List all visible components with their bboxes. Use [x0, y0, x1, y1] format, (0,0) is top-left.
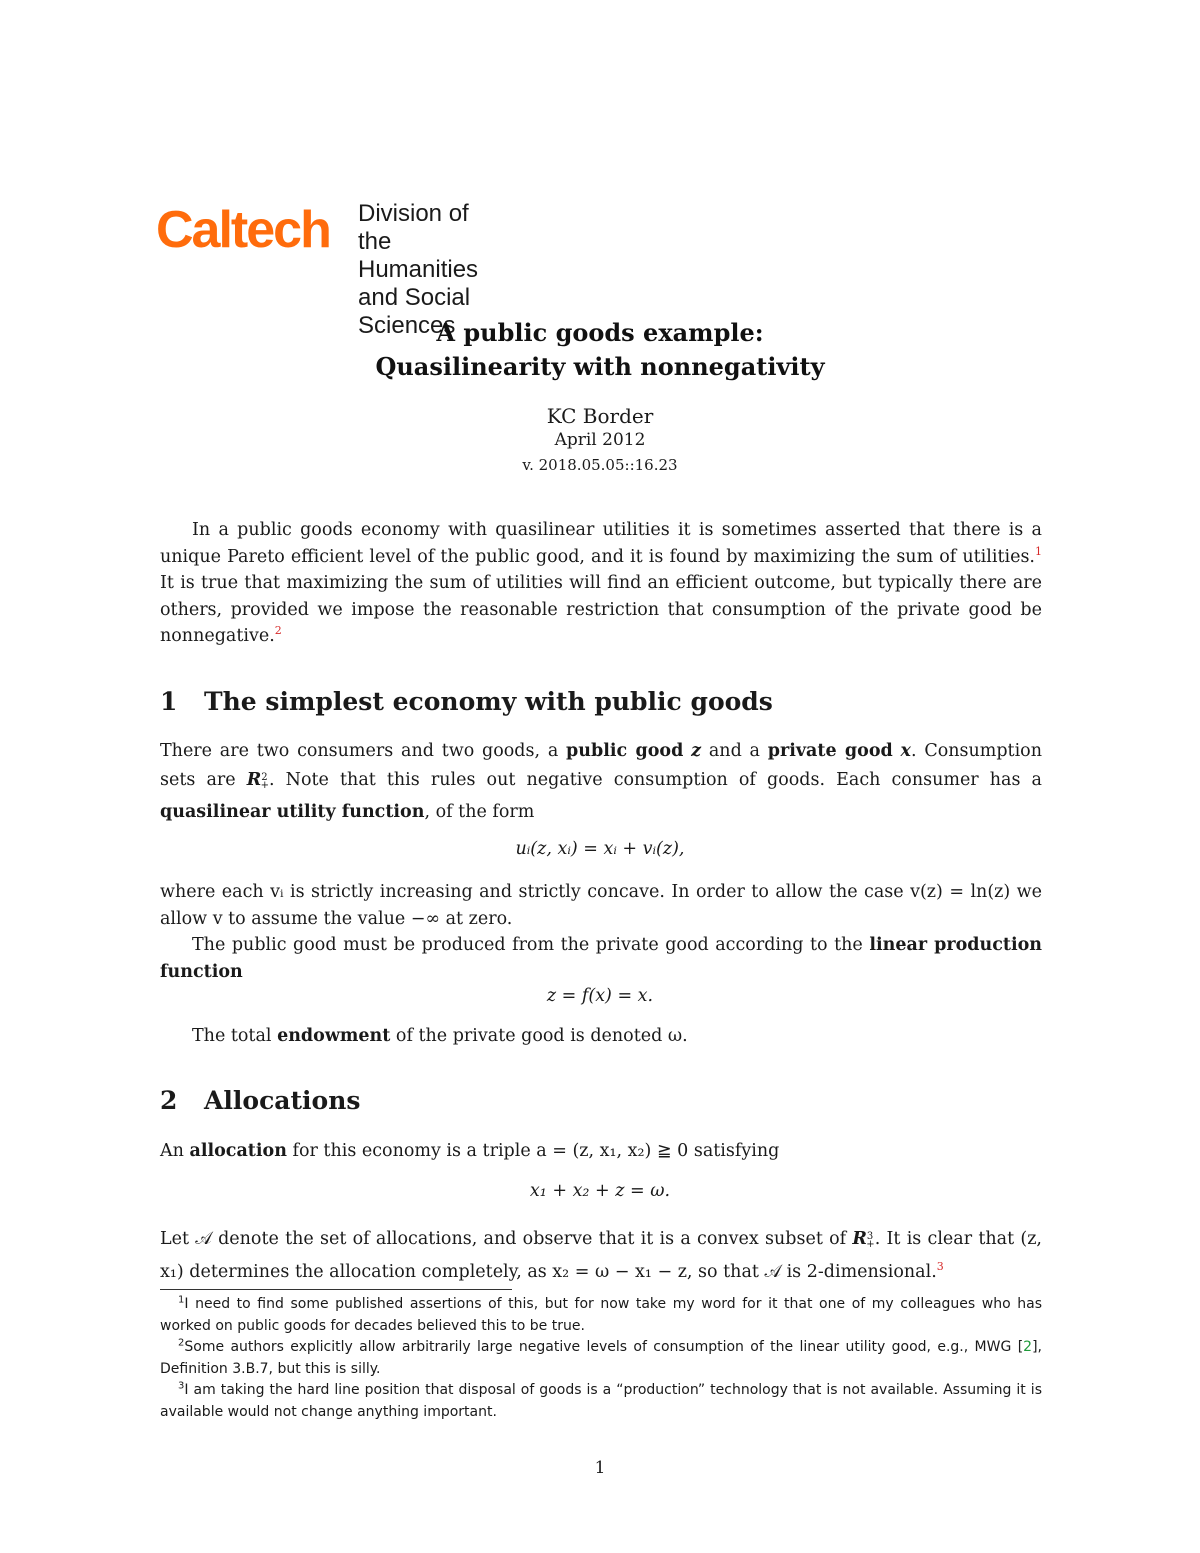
- paper-title: [0, 316, 1200, 384]
- equation-utility: uᵢ(z, xᵢ) = xᵢ + vᵢ(z),: [515, 839, 685, 859]
- text: An: [160, 1141, 190, 1161]
- intro-text-1: In a public goods economy with quasilinear utilities it is sometimes asserted that there is a unique Pareto efficient level of the public good, and it is found by maximizing the sum of utilities.: [160, 520, 1042, 567]
- term-allocation: allocation: [189, 1141, 287, 1161]
- footnote-rule: [160, 1289, 512, 1290]
- term-linear-production: linear production function: [160, 935, 1042, 982]
- section-1-paragraph-2: where each vᵢ is strictly increasing and strictly concave. In order to allow the case v(z) = ln(z) we allow v to assume the value −∞ at zero.: [160, 882, 1042, 929]
- section-number: 1: [160, 687, 178, 716]
- footnote-text: ], Definition 3.B.7, but this is silly.: [160, 1339, 1042, 1377]
- citation-link[interactable]: 2: [1023, 1339, 1033, 1355]
- math-z: z: [691, 741, 702, 761]
- author: KC Border: [546, 404, 654, 428]
- footnote-ref-2[interactable]: 2: [274, 624, 282, 638]
- footnote-mark: 2: [178, 1337, 185, 1349]
- intro-text-2: It is true that maximizing the sum of utilities will find an efficient outcome, but typically there are others, provided we impose the reasonable restriction that consumption of the private good be nonnegative.: [160, 573, 1042, 646]
- section-1-paragraph-3: [160, 932, 1042, 985]
- text: and a: [701, 741, 768, 761]
- text: . Note that this rules out negative consumption of goods. Each consumer has a: [269, 769, 1042, 790]
- math-x: x: [900, 741, 911, 761]
- footnote-ref-3[interactable]: 3: [936, 1260, 944, 1274]
- math-R: R: [246, 769, 262, 790]
- text: of the private good is denoted ω.: [390, 1026, 688, 1046]
- footnote-text: I need to find some published assertions of this, but for now take my word for it that one of my colleagues who has worked on public goods for decades believed this to be true.: [160, 1296, 1042, 1334]
- text: The public good must be produced from the private good according to the: [192, 935, 870, 955]
- section-1-paragraph-1: There are two consumers and two goods, a public good z and a private good x. Consumption sets are $R^2_+$. Note that this rules out negative consumption of goods. Each consumer has a quasilinear utility function, of the form: [160, 741, 1042, 823]
- page-number: 1: [594, 1458, 606, 1478]
- footnote-1: [160, 1294, 1042, 1337]
- intro-paragraph: [160, 517, 1042, 650]
- text: , of the form: [424, 802, 535, 823]
- math-R: R: [852, 1229, 867, 1249]
- text: for this economy is a triple a = (z, x₁, x₂) ≧ 0 satisfying: [286, 1141, 780, 1161]
- text: . Consumption sets are: [160, 741, 1042, 790]
- section-1-paragraph-4: [160, 1023, 1042, 1050]
- footnote-3: [160, 1380, 1042, 1423]
- date: April 2012: [554, 430, 646, 450]
- footnote-mark: 3: [178, 1380, 185, 1392]
- title-line-1: A public goods example:: [436, 318, 764, 347]
- title-line-2: Quasilinearity with nonnegativity: [375, 352, 825, 381]
- division-line-2: and Social Sciences: [358, 284, 471, 339]
- term-quasilinear: quasilinear utility function: [160, 802, 425, 823]
- footnote-text: I am taking the hard line position that disposal of goods is a “production” technology that is not available. Assuming it is available would not change anything important.: [160, 1382, 1042, 1420]
- text: The total: [192, 1026, 278, 1046]
- term-private-good: private good: [767, 741, 893, 761]
- section-1-heading: [160, 686, 773, 718]
- footnote-2: [160, 1337, 1042, 1380]
- section-title: The simplest economy with public goods: [204, 687, 773, 716]
- equation-feasibility: x₁ + x₂ + z = ω.: [529, 1181, 671, 1201]
- section-2-paragraph-2: Let 𝒜 denote the set of allocations, and observe that it is a convex subset of $R^3_+$. It is clear that (z, x₁) determines the allocation completely, as x₂ = ω − x₁ − z, so that 𝒜 is 2-dimensional.$^3$: [160, 1229, 1042, 1282]
- section-number: 2: [160, 1086, 178, 1115]
- footnote-ref-1[interactable]: 1: [1035, 544, 1042, 558]
- division-line-1: Division of the Humanities: [358, 200, 479, 283]
- version: v. 2018.05.05::16.23: [522, 456, 678, 474]
- text: There are two consumers and two goods, a: [160, 741, 567, 761]
- footnote-mark: 1: [178, 1294, 185, 1306]
- term-public-good: public good: [566, 741, 684, 761]
- caltech-wordmark: Caltech: [156, 201, 330, 259]
- footnote-text: Some authors explicitly allow arbitrarily large negative levels of consumption of the linear utility good, e.g., MWG [: [184, 1339, 1024, 1355]
- section-2-paragraph-1: [160, 1138, 1042, 1165]
- text: Let 𝒜 denote the set of allocations, and observe that it is a convex subset of: [160, 1229, 853, 1249]
- section-2-heading: [160, 1085, 360, 1117]
- section-title: Allocations: [204, 1086, 361, 1115]
- term-endowment: endowment: [277, 1026, 391, 1046]
- text: . It is clear that (z, x₁) determines the allocation completely, as x₂ = ω − x₁ − z, so that 𝒜 is 2-dimensional.: [160, 1229, 1042, 1282]
- equation-production: z = f(x) = x.: [546, 986, 654, 1006]
